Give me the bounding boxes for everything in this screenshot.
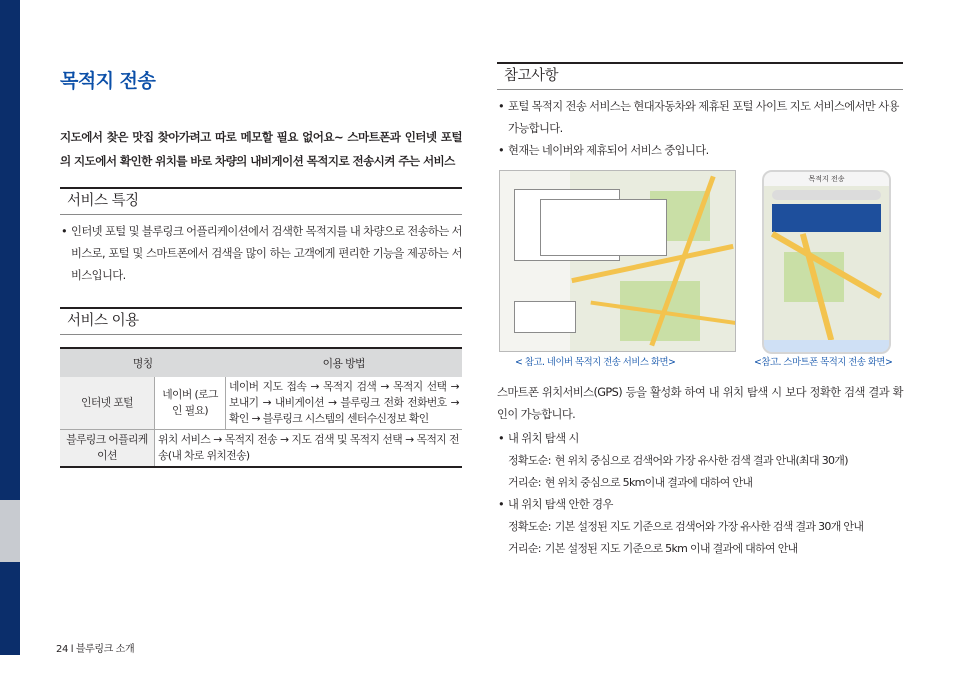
col-name-header: 명칭	[60, 348, 226, 377]
features-list	[60, 221, 462, 287]
features-heading: 서비스 특징	[60, 187, 462, 215]
col-method-header: 이용 방법	[226, 348, 463, 377]
def-term: 거리순:	[508, 476, 541, 489]
row-method: 네이버 지도 접속 → 목적지 검색 → 목적지 선택 → 보내기 → 내비게이션 → 블루링크 전화 전화번호 → 확인 → 블루링크 시스템의 센터수신정보 확인	[226, 377, 463, 430]
screenshots	[497, 170, 903, 370]
list-item: • 포털 목적지 전송 서비스는 현대자동차와 제휴된 포털 사이트 지도 서비스에서만 사용 가능합니다.	[497, 96, 903, 140]
intro-text: 지도에서 찾은 맛집 찾아가려고 따로 메모할 필요 없어요~ 스마트폰과 인터넷 포털의 지도에서 확인한 위치를 바로 차량의 내비게이션 목적지로 전송시켜 주는 서비스	[60, 130, 462, 168]
def-term: 정확도순:	[508, 520, 551, 533]
list-item: • 인터넷 포털 및 블루링크 어플리케이션에서 검색한 목적지를 내 차량으로 전송하는 서비스로, 포털 및 스마트폰에서 검색을 많이 하는 고객에게 편리한 기능을 제공하는 서비스입니다.	[60, 221, 462, 287]
def-row	[497, 538, 903, 560]
def-row	[497, 516, 903, 538]
right-column	[497, 62, 903, 560]
naver-map-screenshot	[499, 170, 736, 352]
search-list	[497, 494, 903, 516]
page-title: 목적지 전송	[60, 70, 156, 92]
search-list	[497, 428, 903, 450]
page-footer: 24 l 블루링크 소개	[56, 644, 135, 655]
row-name: 블루링크 어플리케이션	[60, 430, 155, 468]
notes-list	[497, 96, 903, 162]
smartphone-screenshot	[762, 170, 891, 354]
list-item: • 현재는 네이버와 제휴되어 서비스 중입니다.	[497, 140, 903, 162]
usage-heading: 서비스 이용	[60, 307, 462, 335]
table-row	[60, 377, 462, 430]
gps-paragraph: 스마트폰 위치서비스(GPS) 등을 활성화 하여 내 위치 탐색 시 보다 정확한 검색 결과 확인이 가능합니다.	[497, 386, 903, 421]
usage-table	[60, 347, 462, 468]
def-desc: 기본 설정된 지도 기준으로 검색어와 가장 유사한 검색 결과 30개 안내	[554, 520, 864, 533]
row-name: 인터넷 포털	[60, 377, 155, 430]
list-item: • 내 위치 탐색 시	[497, 428, 903, 450]
notes-heading: 참고사항	[497, 62, 903, 90]
left-column	[60, 62, 462, 468]
row-sub: 네이버 (로그인 필요)	[155, 377, 226, 430]
row-method: 위치 서비스 → 목적지 전송 → 지도 검색 및 목적지 선택 → 목적지 전송(내 차로 위치전송)	[155, 430, 463, 468]
side-tab-marker	[0, 500, 20, 562]
def-row	[497, 450, 903, 472]
def-desc: 현 위치 중심으로 검색어와 가장 유사한 검색 결과 안내(최대 30개)	[554, 454, 848, 467]
phone-title: 목적지 전송	[764, 172, 889, 186]
def-desc: 현 위치 중심으로 5km이내 결과에 대하여 안내	[544, 476, 753, 489]
def-row	[497, 472, 903, 494]
table-header-row	[60, 348, 462, 377]
caption-phone: <참고. 스마트폰 목적지 전송 화면>	[754, 357, 893, 368]
def-desc: 기본 설정된 지도 기준으로 5km 이내 결과에 대하여 안내	[544, 542, 798, 555]
def-term: 거리순:	[508, 542, 541, 555]
def-term: 정확도순:	[508, 454, 551, 467]
table-row	[60, 430, 462, 468]
caption-web: < 참고. 네이버 목적지 전송 서비스 화면>	[515, 357, 676, 368]
list-item: • 내 위치 탐색 안한 경우	[497, 494, 903, 516]
